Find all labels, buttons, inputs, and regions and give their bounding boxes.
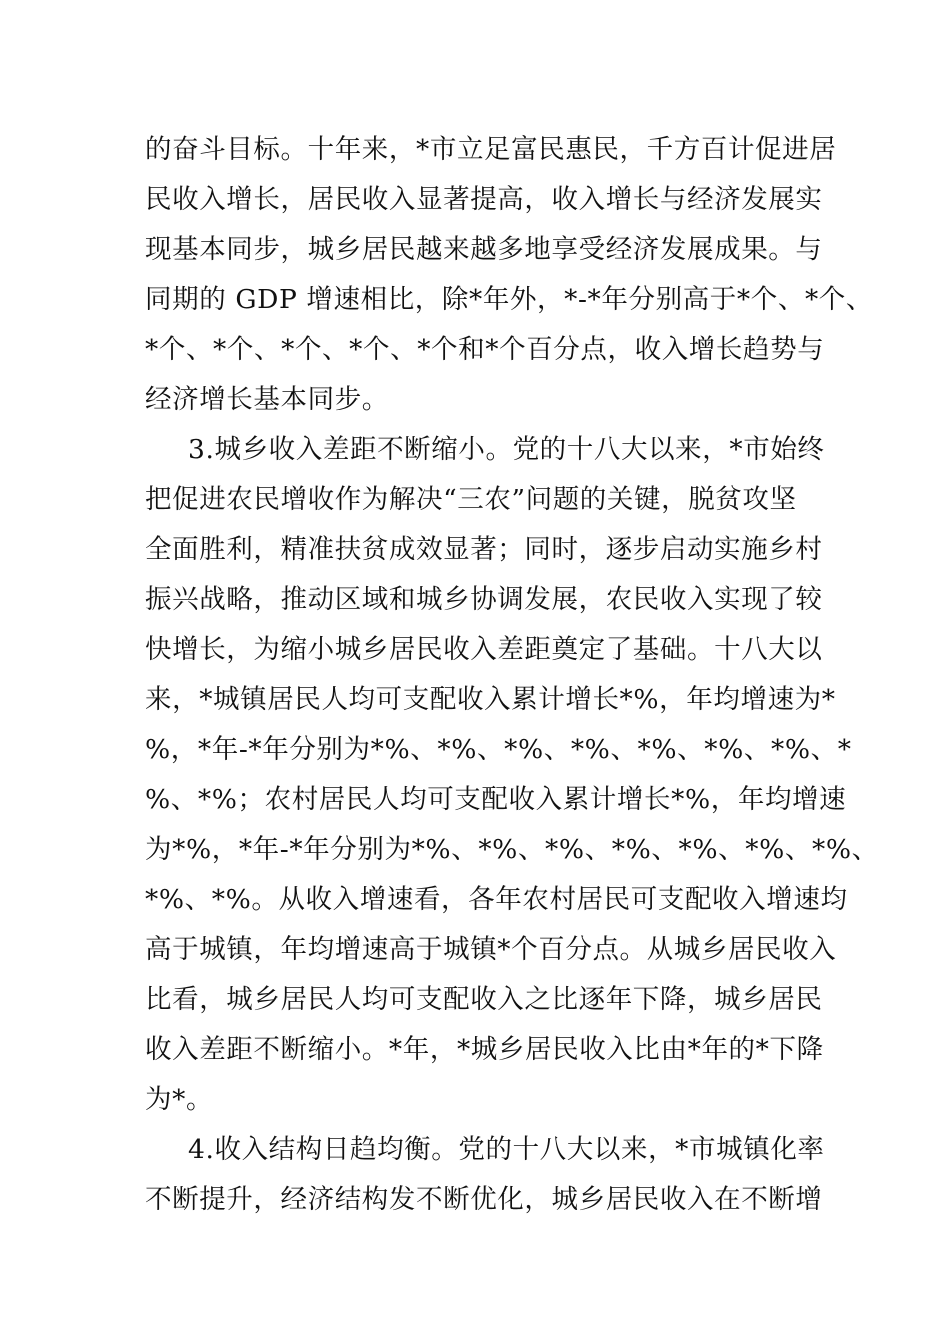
text-line: 同期的 GDP 增速相比，除*年外，*-*年分别高于*个、*个、: [145, 284, 873, 315]
text-line: *个、*个、*个、*个、*个和*个百分点，收入增长趋势与: [145, 334, 825, 365]
text-line: 全面胜利，精准扶贫成效显著；同时，逐步启动实施乡村: [145, 534, 823, 565]
text-line: %、*%；农村居民人均可支配收入累计增长*%，年均增速: [145, 784, 847, 815]
text-line: 快增长，为缩小城乡居民收入差距奠定了基础。十八大以: [145, 634, 823, 665]
text-line: 经济增长基本同步。: [145, 384, 389, 415]
text-line: %，*年-*年分别为*%、*%、*%、*%、*%、*%、*%、*: [145, 734, 852, 765]
text-line: 为*。: [145, 1084, 214, 1115]
text-line: 的奋斗目标。十年来，*市立足富民惠民，千方百计促进居: [145, 134, 837, 165]
text-line: 振兴战略，推动区域和城乡协调发展，农民收入实现了较: [145, 584, 823, 615]
text-line: *%、*%。从收入增速看，各年农村居民可支配收入增速均: [145, 884, 848, 915]
text-line: 来，*城镇居民人均可支配收入累计增长*%，年均增速为*: [145, 684, 836, 715]
text-line: 高于城镇，年均增速高于城镇*个百分点。从城乡居民收入: [145, 934, 837, 965]
text-line: 收入差距不断缩小。*年，*城乡居民收入比由*年的*下降: [145, 1034, 824, 1065]
paragraph-4-first-line: 4.收入结构日趋均衡。党的十八大以来，*市城镇化率: [188, 1134, 825, 1165]
text-line: 把促进农民增收作为解决“三农”问题的关键，脱贫攻坚: [145, 484, 797, 515]
text-line: 为*%，*年-*年分别为*%、*%、*%、*%、*%、*%、*%、: [145, 834, 879, 865]
paragraph-3-first-line: 3.城乡收入差距不断缩小。党的十八大以来，*市始终: [188, 434, 825, 465]
text-line: 比看，城乡居民人均可支配收入之比逐年下降，城乡居民: [145, 984, 823, 1015]
text-line: 民收入增长，居民收入显著提高，收入增长与经济发展实: [145, 184, 823, 215]
text-line: 不断提升，经济结构发不断优化，城乡居民收入在不断增: [145, 1184, 823, 1215]
text-line: 现基本同步，城乡居民越来越多地享受经济发展成果。与: [145, 234, 823, 265]
